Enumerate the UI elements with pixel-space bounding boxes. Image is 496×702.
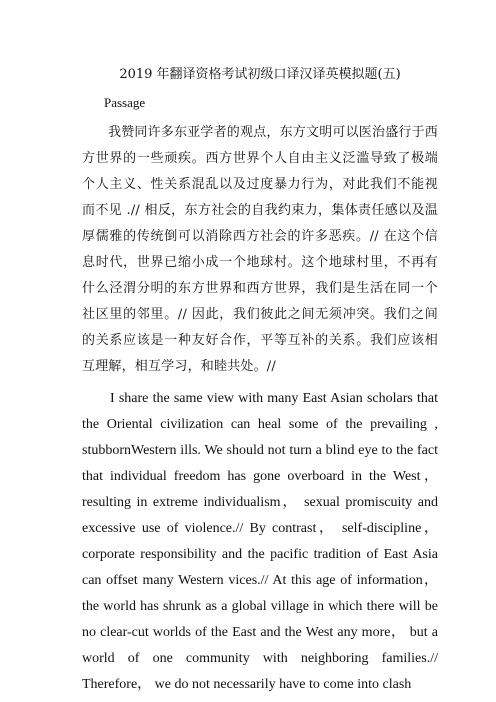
- document-title: 2019 年翻译资格考试初级口译汉译英模拟题(五): [119, 67, 401, 82]
- english-translation: I share the same view with many East Asian scholars that the Oriental civilization can heal some of the prevailing , stubbornWestern ills. We should not turn a blind eye to the fact that individual freedom has gone overboard in the West， resulting in extreme individualism， sexual promiscuity and excessive use of violence.// By contrast， self-discipline， corporate responsibility and the pacific tradition of East Asia can offset many Western vices.// At this age of information， the world has shrunk as a global village in which there will be no clear-cut worlds of the East and the West any more， but a world of one community with neighboring families.// Therefore， we do not necessarily have to come into clash: [82, 391, 438, 692]
- chinese-passage: 我赞同许多东亚学者的观点，东方文明可以医治盛行于西方世界的一些顽疾。西方世界个人自由主义泛滥导致了极端个人主义、性关系混乱以及过度暴力行为，对此我们不能视而不见 .// 相反，东方社会的自我约束力，集体责任感以及温厚儒雅的传统倒可以消除西方社会的许多恶疾。// 在这个信息时代，世界已缩小成一个地球村。这个地球村里，不再有什么泾渭分明的东方世界和西方世界，我们是生活在同一个社区里的邻里。// 因此，我们彼此之间无须冲突。我们之间的关系应该是一种友好合作，平等互补的关系。我们应该相互理解，相互学习，和睦共处。//: [82, 125, 439, 374]
- section-label: Passage: [104, 95, 146, 110]
